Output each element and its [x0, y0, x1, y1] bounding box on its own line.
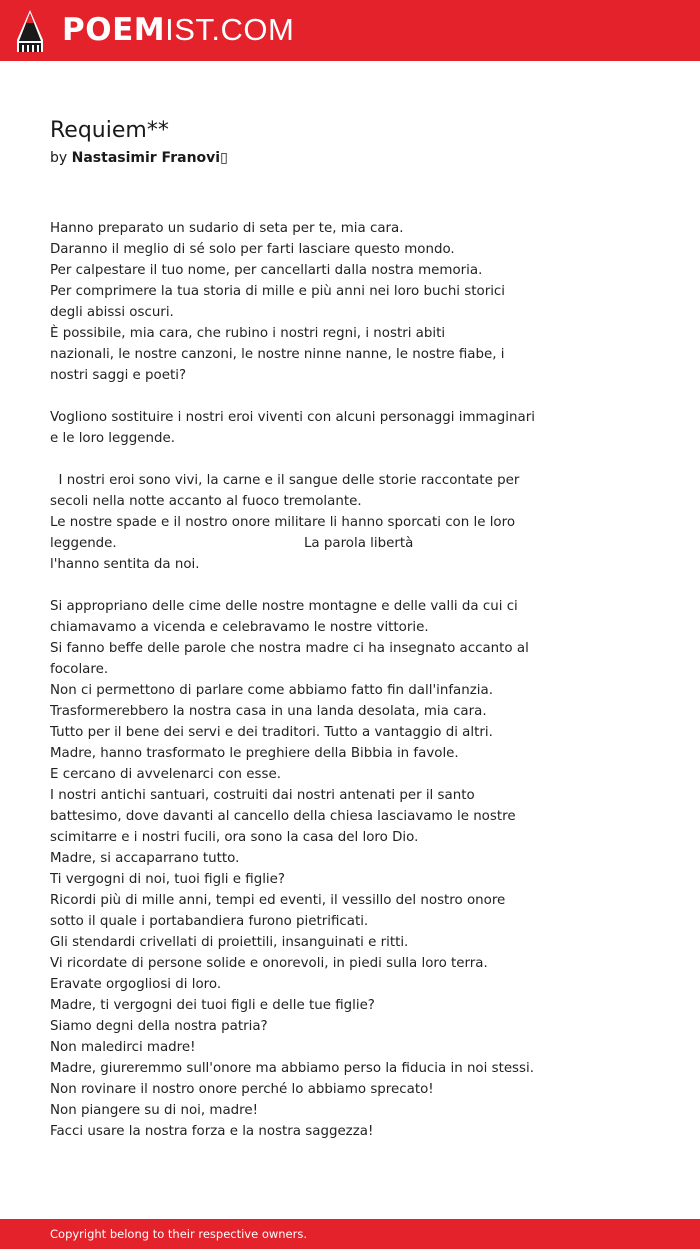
poem-line: battesimo, dove davanti al cancello della chiesa lasciavamo le nostre [50, 809, 516, 824]
by-label: by [50, 150, 68, 166]
poem-line: Le nostre spade e il nostro onore militare li hanno sporcati con le loro [50, 515, 516, 530]
poem-line: Daranno il meglio di sé solo per farti lasciare questo mondo. [50, 242, 455, 257]
site-logo[interactable] [62, 11, 294, 49]
poem-line: Si appropriano delle cime delle nostre montagne e delle valli da cui ci [50, 599, 518, 614]
poem-line [50, 386, 650, 407]
poem-line: Vogliono sostituire i nostri eroi viventi con alcuni personaggi immaginari [50, 410, 535, 425]
poem-line: Non piangere su di noi, madre! [50, 1103, 258, 1118]
poem-line: Si fanno beffe delle parole che nostra madre ci ha insegnato accanto al [50, 641, 529, 656]
poem-line: l'hanno sentita da noi. [50, 557, 200, 572]
poem-line: Facci usare la nostra forza e la nostra saggezza! [50, 1124, 374, 1139]
poem-line: Madre, ti vergogni dei tuoi figli e delle tue figlie? [50, 998, 375, 1013]
poem-line: leggende. La parola libertà [50, 536, 414, 551]
poem-line: nostri saggi e poeti? [50, 368, 187, 383]
poem-byline [50, 148, 228, 168]
poem-line: Siamo degni della nostra patria? [50, 1019, 268, 1034]
author-name: Nastasimir Franovi▯ [71, 150, 228, 166]
poem-line: degli abissi oscuri. [50, 305, 174, 320]
poem-line: sotto il quale i portabandiera furono pietrificati. [50, 914, 369, 929]
poem-line: Non maledirci madre! [50, 1040, 196, 1055]
poem-line: Per comprimere la tua storia di mille e più anni nei loro buchi storici [50, 284, 506, 299]
poem-line [50, 575, 650, 596]
pencil-icon[interactable] [17, 10, 43, 52]
poem-line: focolare. [50, 662, 109, 677]
poem-line [50, 449, 650, 470]
poem-line: Tutto per il bene dei servi e dei traditori. Tutto a vantaggio di altri. [50, 725, 493, 740]
poem-line: secoli nella notte accanto al fuoco tremolante. [50, 494, 362, 509]
poem-line: Non rovinare il nostro onore perché lo abbiamo sprecato! [50, 1082, 434, 1097]
poem-line: scimitarre e i nostri fucili, ora sono la casa del loro Dio. [50, 830, 419, 845]
poem-line: Per calpestare il tuo nome, per cancellarti dalla nostra memoria. [50, 263, 483, 278]
poem-line: Ti vergogni di noi, tuoi figli e figlie? [50, 872, 285, 887]
poem-title: Requiem** [50, 118, 169, 143]
poem-line: I nostri eroi sono vivi, la carne e il sangue delle storie raccontate per [50, 473, 520, 488]
poem-line: Madre, giureremmo sull'onore ma abbiamo perso la fiducia in noi stessi. [50, 1061, 534, 1076]
poem-line: Madre, si accaparrano tutto. [50, 851, 240, 866]
poem-line: Hanno preparato un sudario di seta per te, mia cara. [50, 221, 404, 236]
copyright-text: Copyright belong to their respective owners. [50, 1227, 308, 1241]
poem-line: Eravate orgogliosi di loro. [50, 977, 222, 992]
poem-line: Non ci permettono di parlare come abbiamo fatto fin dall'infanzia. [50, 683, 493, 698]
poem-line: E cercano di avvelenarci con esse. [50, 767, 281, 782]
poem-line: I nostri antichi santuari, costruiti dai nostri antenati per il santo [50, 788, 475, 803]
site-header [0, 0, 700, 61]
poem-line: nazionali, le nostre canzoni, le nostre ninne nanne, le nostre fiabe, i [50, 347, 505, 362]
poem-line: Gli stendardi crivellati di proiettili, insanguinati e ritti. [50, 935, 409, 950]
site-footer [0, 1219, 700, 1249]
logo-light-text: IST.COM [165, 12, 295, 47]
poem-line: Trasformerebbero la nostra casa in una landa desolata, mia cara. [50, 704, 487, 719]
poem-body [50, 218, 650, 1142]
poem-line: Ricordi più di mille anni, tempi ed eventi, il vessillo del nostro onore [50, 893, 506, 908]
poem-line: È possibile, mia cara, che rubino i nostri regni, i nostri abiti [50, 326, 446, 341]
poem-line: Madre, hanno trasformato le preghiere della Bibbia in favole. [50, 746, 459, 761]
poem-line: chiamavamo a vicenda e celebravamo le nostre vittorie. [50, 620, 429, 635]
poem-line: e le loro leggende. [50, 431, 175, 446]
poem-line: Vi ricordate di persone solide e onorevoli, in piedi sulla loro terra. [50, 956, 488, 971]
logo-strong-text: POEM [62, 12, 166, 48]
